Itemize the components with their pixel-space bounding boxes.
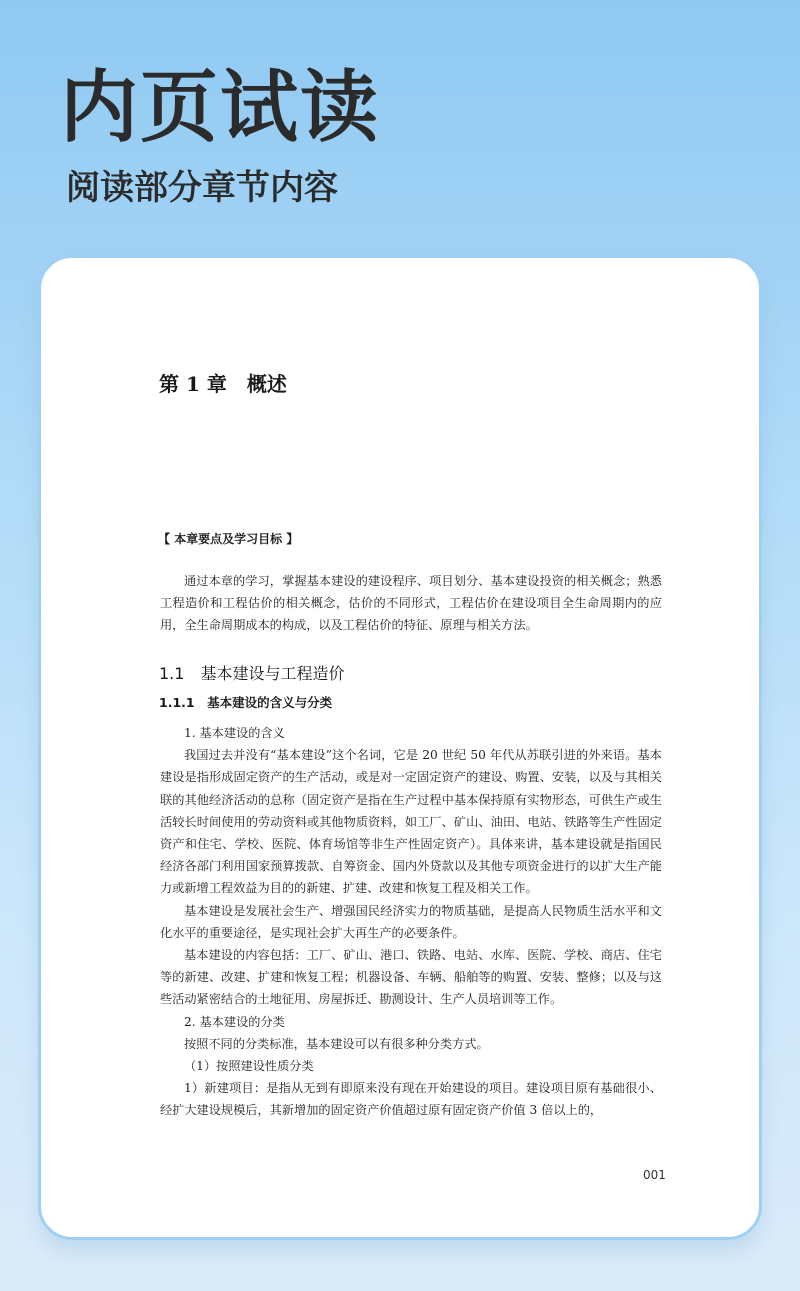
body-paragraph: 按照不同的分类标准，基本建设可以有很多种分类方式。 — [184, 1036, 489, 1051]
subsection-heading: 1.1.1 基本建设的含义与分类 — [159, 695, 333, 710]
body-paragraph: 基本建设的内容包括：工厂、矿山、港口、铁路、电站、水库、医院、学校、商店、住宅等的新建、改建、扩建和恢复工程；机器设备、车辆、船舶等的购置、安装、整修；以及与这些活动紧密结合的土地征用、房屋拆迁、勘测设计、生产人员培训等工作。 — [160, 948, 662, 1007]
item-heading: 2. 基本建设的分类 — [184, 1014, 285, 1029]
chapter-title: 第 1 章 概述 — [159, 372, 287, 396]
objectives-heading: 【 本章要点及学习目标 】 — [158, 532, 299, 546]
body-paragraph: 我国过去并没有“基本建设”这个名词，它是 20 世纪 50 年代从苏联引进的外来语。基本建设是指形成固定资产的生产活动，或是对一定固定资产的建设、购置、安装，以及与其相关联的其他经济活动的总称（固定资产是指在生产过程中基本保持原有实物形态，可供生产或生活较长时间使用的劳动资料或其他物质资料，如工厂、矿山、油田、电站、铁路等生产性固定资产和住宅、学校、医院、体育场馆等非生产性固定资产）。具体来讲，基本建设就是指国民经济各部门利用国家预算拨款、自筹资金、国内外贷款以及其他专项资金进行的以扩大生产能力或新增工程效益为目的的新建、扩建、改建和恢复工程及相关工作。 — [160, 748, 662, 896]
body-paragraph: 基本建设是发展社会生产、增强国民经济实力的物质基础，是提高人民物质生活水平和文化水平的重要途径，是实现社会扩大再生产的必要条件。 — [160, 903, 662, 940]
body-text — [160, 722, 662, 1122]
hero-title: 内页试读 — [60, 63, 381, 153]
section-heading: 1.1 基本建设与工程造价 — [159, 664, 345, 683]
body-paragraph: 1）新建项目：是指从无到有即原来没有现在开始建设的项目。建设项目原有基础很小、经扩大建设规模后，其新增加的固定资产价值超过原有固定资产价值 3 倍以上的， — [160, 1081, 662, 1118]
intro-paragraph: 通过本章的学习，掌握基本建设的建设程序、项目划分、基本建设投资的相关概念；熟悉工程造价和工程估价的相关概念，估价的不同形式，工程估价在建设项目全生命周期内的应用，全生命周期成本的构成，以及工程估价的特征、原理与相关方法。 — [160, 574, 662, 633]
hero-header — [60, 60, 380, 210]
page-number: 001 — [643, 1168, 666, 1182]
hero-subtitle: 阅读部分章节内容 — [66, 168, 338, 208]
book-page-card — [38, 255, 762, 1240]
item-heading: 1. 基本建设的含义 — [184, 726, 285, 740]
item-heading: （1）按照建设性质分类 — [184, 1059, 314, 1074]
